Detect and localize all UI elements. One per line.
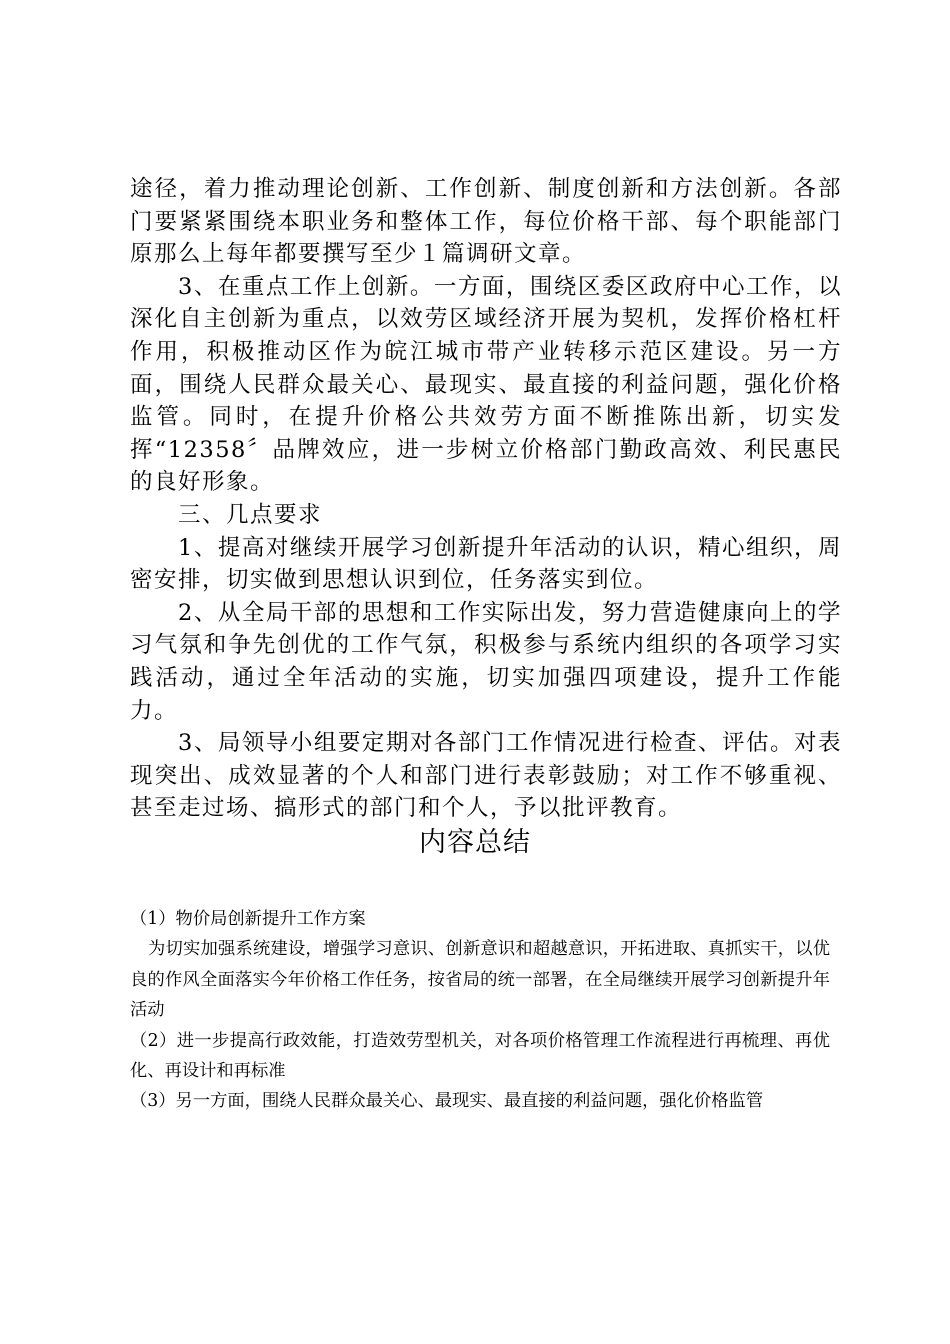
requirement-1: 1、提高对继续开展学习创新提升年活动的认识，精心组织，周密安排，切实做到思想认识到位，任务落实到位。 [130, 534, 842, 594]
summary-section [130, 904, 830, 1117]
summary-item-1: （1）物价局创新提升工作方案 [130, 909, 366, 929]
paragraph-continuation: 途径，着力推动理论创新、工作创新、制度创新和方法创新。各部门要紧紧围绕本职业务和整体工作，每位价格干部、每个职能部门原那么上每年都要撰写至少１篇调研文章。 [130, 176, 842, 268]
requirement-3: 3、局领导小组要定期对各部门工作情况进行检查、评估。对表现突出、成效显著的个人和部门进行表彰鼓励；对工作不够重视、甚至走过场、搞形式的部门和个人，予以批评教育。 [130, 730, 842, 822]
summary-item-1-body: 为切实加强系统建设，增强学习意识、创新意识和超越意识，开拓进取、真抓实干，以优良的作风全面落实今年价格工作任务，按省局的统一部署，在全局继续开展学习创新提升年活动 [130, 939, 830, 1021]
paragraph-key-work-innovation: 3、在重点工作上创新。一方面，围绕区委区政府中心工作，以深化自主创新为重点，以效劳区域经济开展为契机，发挥价格杠杆作用，积极推动区作为皖江城市带产业转移示范区建设。另一方面，围绕人民群众最关心、最现实、最直接的利益问题，强化价格监管。同时，在提升价格公共效劳方面不断推陈出新，切实发挥“12358〞品牌效应，进一步树立价格部门勤政高效、利民惠民的良好形象。 [130, 273, 842, 496]
summary-item-3: （3）另一方面，围绕人民群众最关心、最现实、最直接的利益问题，强化价格监管 [130, 1091, 764, 1112]
requirement-2: 2、从全局干部的思想和工作实际出发，努力营造健康向上的学习气氛和争先创优的工作气氛，积极参与系统内组织的各项学习实践活动，通过全年活动的实施，切实加强四项建设，提升工作能力。 [130, 599, 842, 724]
summary-item-2: （2）进一步提高行政效能，打造效劳型机关，对各项价格管理工作流程进行再梳理、再优化、再设计和再标准 [130, 1030, 830, 1082]
document-body [130, 173, 842, 825]
section-heading-requirements: 三、几点要求 [178, 501, 323, 528]
summary-title: 内容总结 [419, 827, 531, 858]
